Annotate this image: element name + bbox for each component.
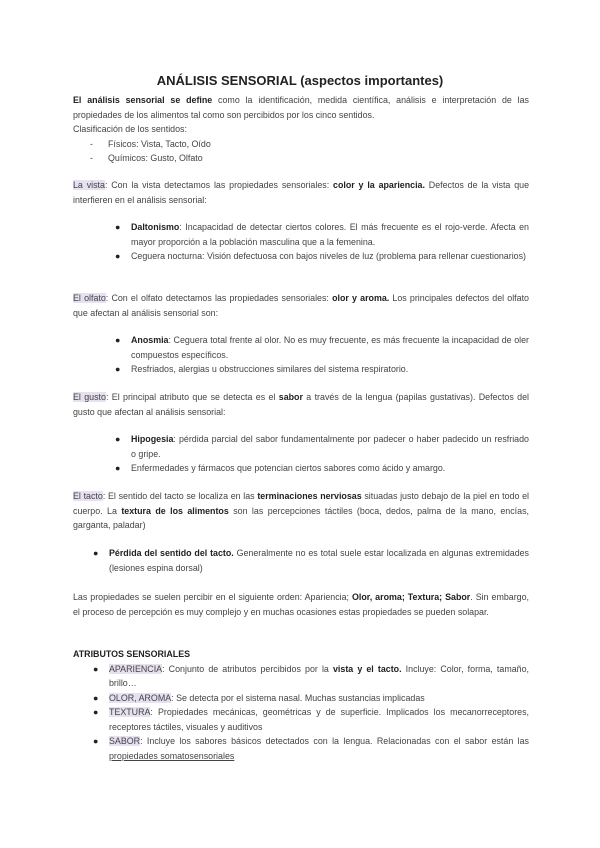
intro-paragraph (73, 93, 529, 122)
list-item: - Químicos: Gusto, Olfato (90, 153, 203, 163)
vista-paragraph: La vista: Con la vista detectamos las propiedades sensoriales: color y la apariencia. Defectos de la vista que interfieren en el análisis sensorial: (73, 180, 530, 205)
gusto-section (73, 390, 529, 419)
bullet-icon: ● (93, 707, 99, 717)
orden-section (73, 590, 529, 619)
bullet-icon: ● (115, 364, 121, 374)
intro-text: como la identificación, medida científica, análisis e interpretación de las propiedades de los alimentos tal como son percibidos por los cinco sentidos. (73, 95, 529, 120)
bullet-icon: ● (93, 736, 99, 746)
olfato-label: El olfato (73, 293, 106, 303)
list-item: ● APARIENCIA: Conjunto de atributos percibidos por la vista y el tacto. Incluye: Color, forma, tamaño, brillo… (93, 663, 529, 688)
list-item: ● SABOR: Incluye los sabores básicos detectados con la lengua. Relacionadas con el sabor están las propiedades somatosensoriales (93, 736, 529, 761)
list-item: ● Daltonismo: Incapacidad de detectar ciertos colores. El más frecuente es el rojo-verde. Afecta en mayor proporción a la población masculina que a la femenina. (115, 222, 529, 247)
olfato-paragraph: El olfato: Con el olfato detectamos las propiedades sensoriales: olor y aroma. Los principales defectos del olfato que afectan al análisis sensorial son: (73, 293, 529, 318)
olfato-section (73, 291, 529, 320)
tacto-section (73, 489, 529, 533)
intro-section (73, 93, 529, 166)
list-item: ● Anosmia: Ceguera total frente al olor. No es muy frecuente, es más frecuente la incapacidad de oler compuestos específicos. (115, 335, 529, 360)
list-item: ● TEXTURA: Propiedades mecánicas, geométricas y de superficie. Implicados los mecanorreceptores, receptores táctiles, visuales y auditivos (93, 707, 529, 732)
vista-list (73, 220, 529, 264)
gusto-paragraph: El gusto: El principal atributo que se detecta es el sabor a través de la lengua (papilas gustativas). Defectos del gusto que afectan al análisis sensorial: (73, 392, 529, 417)
bullet-icon: ● (115, 434, 121, 444)
intro-bold: El análisis sensorial se define (73, 95, 213, 105)
list-item: - Físicos: Vista, Tacto, Oído (90, 138, 211, 149)
bullet-icon: ● (115, 463, 121, 473)
list-item: ● Ceguera nocturna: Visión defectuosa con bajos niveles de luz (problema para rellenar cuestionarios) (73, 249, 529, 264)
bullet-icon: ● (93, 663, 99, 674)
vista-section (73, 178, 529, 207)
list-item: ● Enfermedades y fármacos que potencian ciertos sabores como ácido y amargo. (73, 461, 529, 476)
atributos-section (73, 647, 529, 763)
bullet-icon: ● (115, 222, 121, 232)
bullet-icon: ● (115, 335, 121, 345)
gusto-label: El gusto (73, 392, 106, 402)
tacto-paragraph: El tacto: El sentido del tacto se localiza en las terminaciones nerviosas situadas justo debajo de la piel en todo el cuerpo. La textura de los alimentos son las percepciones táctiles (boca, dedos, palma de la mano, encías, garganta, paladar) (73, 491, 529, 530)
tacto-list (73, 546, 529, 575)
classification-label: Clasificación de los sentidos: (73, 124, 187, 134)
bullet-icon: ● (93, 548, 99, 558)
orden-paragraph: Las propiedades se suelen percibir en el siguiente orden: Apariencia; Olor, aroma; Textura; Sabor. Sin embargo, el proceso de percepción es muy complejo y en muchas ocasiones estas propiedades se pueden solapar. (73, 592, 529, 617)
list-item: ● Hipogesia: pérdida parcial del sabor fundamentalmente por padecer o haber padecido un resfriado o gripe. (115, 434, 529, 459)
list-item: ● Pérdida del sentido del tacto. Generalmente no es total suele estar localizada en algunas extremidades (lesiones espina dorsal) (93, 548, 529, 573)
gusto-list (73, 432, 529, 476)
list-item: ● Resfriados, alergias u obstrucciones similares del sistema respiratorio. (73, 362, 529, 377)
bullet-icon: ● (115, 251, 121, 261)
bullet-icon: ● (93, 692, 99, 703)
olfato-list (73, 333, 529, 377)
tacto-label: El tacto (73, 491, 103, 501)
vista-label: La vista (73, 180, 105, 190)
document-title: ANÁLISIS SENSORIAL (aspectos importantes) (156, 73, 444, 88)
list-item: ● OLOR, AROMA: Se detecta por el sistema nasal. Muchas sustancias implicadas (73, 691, 529, 706)
atributos-heading: ATRIBUTOS SENSORIALES (73, 649, 191, 659)
